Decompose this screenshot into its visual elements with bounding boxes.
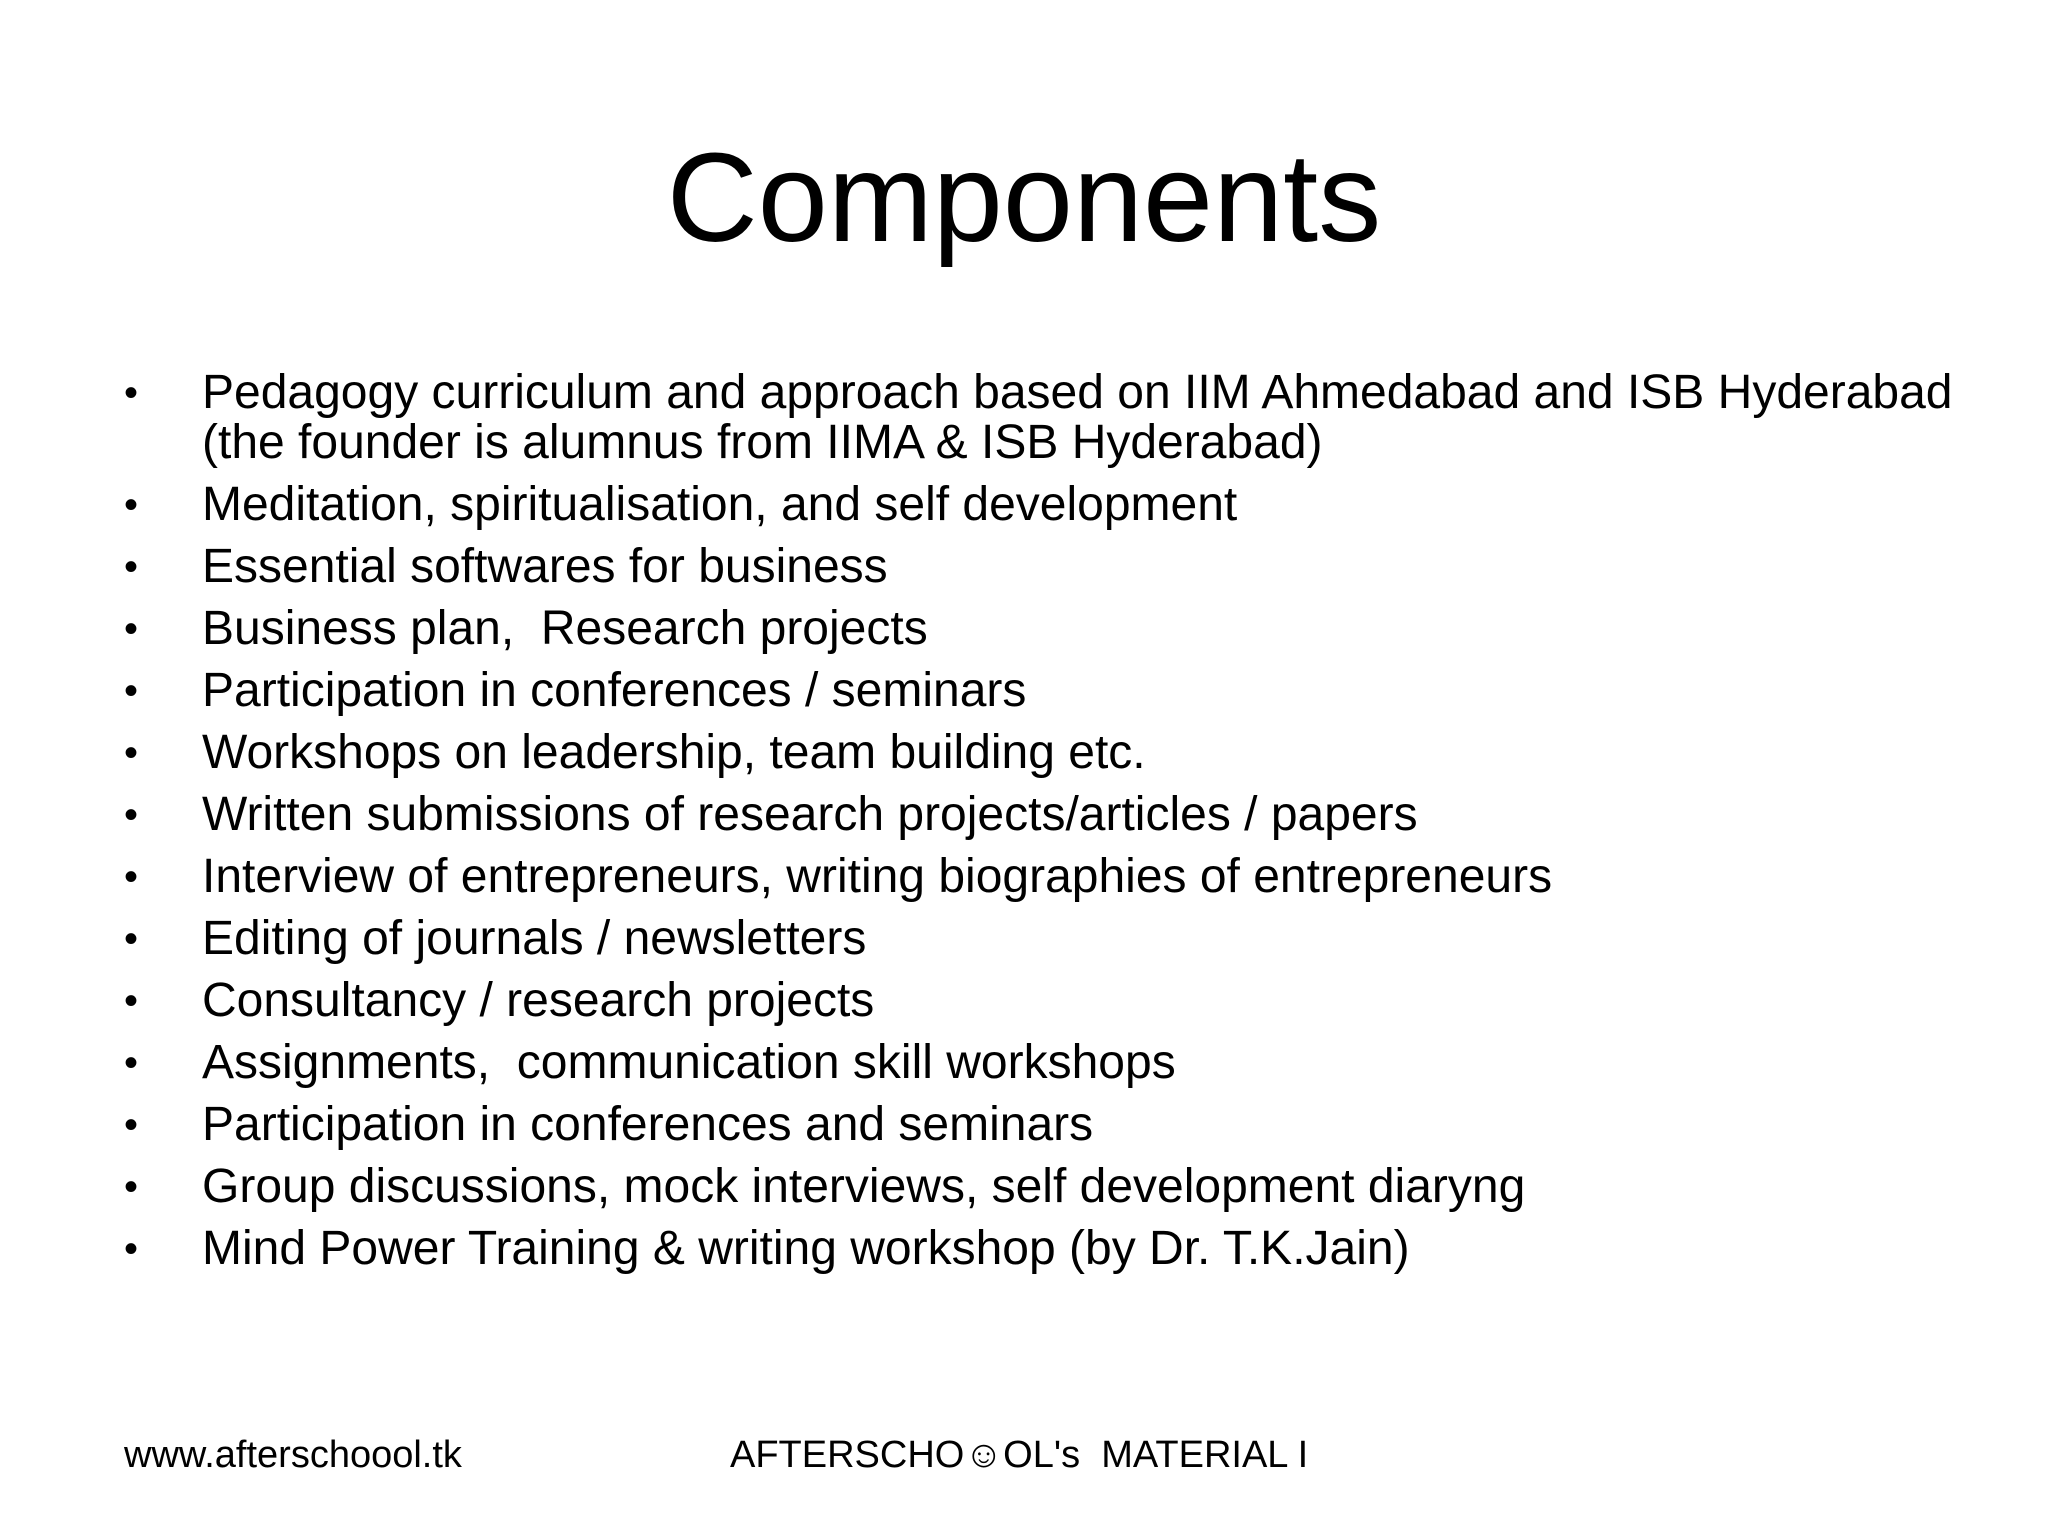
bullet-icon: • [124,545,139,589]
bullet-text: Pedagogy curriculum and approach based on IIM Ahmedabad and ISB Hyderabad (the founder is alumnus from IIMA & ISB Hyderabad) [202,366,1953,469]
bullet-text: Editing of journals / newsletters [202,912,867,965]
bullet-icon: • [124,483,139,527]
bullet-text: Assignments, communication skill workshops [202,1036,1176,1089]
bullet-list [124,368,1984,1286]
bullet-item [124,368,1984,468]
bullet-text: Essential softwares for business [202,540,888,593]
footer-website: www.afterschoool.tk [124,1434,462,1476]
bullet-icon: • [124,1227,139,1271]
bullet-item [124,728,1984,778]
footer-material-label: AFTERSCHO☺OL's MATERIAL I [730,1434,1309,1476]
bullet-icon: • [124,1041,139,1085]
bullet-item [124,1162,1984,1212]
bullet-item [124,1100,1984,1150]
bullet-icon: • [124,371,139,415]
bullet-item [124,1038,1984,1088]
bullet-item [124,1224,1984,1274]
bullet-icon: • [124,1165,139,1209]
bullet-icon: • [124,855,139,899]
bullet-text: Participation in conferences and seminars [202,1098,1094,1151]
bullet-text: Business plan, Research projects [202,602,928,655]
bullet-text: Interview of entrepreneurs, writing biographies of entrepreneurs [202,850,1553,903]
bullet-icon: • [124,669,139,713]
bullet-icon: • [124,917,139,961]
bullet-icon: • [124,1103,139,1147]
bullet-item [124,604,1984,654]
bullet-item [124,542,1984,592]
bullet-icon: • [124,607,139,651]
bullet-text: Participation in conferences / seminars [202,664,1027,717]
bullet-item [124,976,1984,1026]
bullet-text: Workshops on leadership, team building etc. [202,726,1146,779]
bullet-text: Written submissions of research projects/articles / papers [202,788,1418,841]
bullet-item [124,914,1984,964]
bullet-item [124,852,1984,902]
bullet-item [124,480,1984,530]
bullet-icon: • [124,979,139,1023]
bullet-icon: • [124,731,139,775]
bullet-text: Group discussions, mock interviews, self development diaryng [202,1160,1526,1213]
bullet-text: Mind Power Training & writing workshop (by Dr. T.K.Jain) [202,1222,1410,1275]
bullet-item [124,666,1984,716]
bullet-text: Consultancy / research projects [202,974,875,1027]
bullet-item [124,790,1984,840]
bullet-text: Meditation, spiritualisation, and self development [202,478,1238,531]
bullet-icon: • [124,793,139,837]
slide-title: Components [666,127,1382,268]
